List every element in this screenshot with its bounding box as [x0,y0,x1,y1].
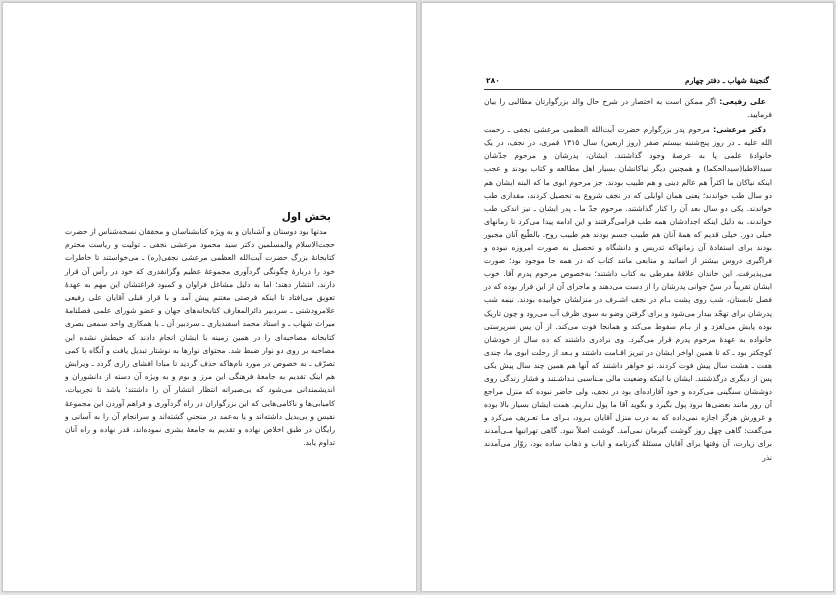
interview-question [484,95,772,121]
left-page-body-text: مدتها بود دوستان و آشنایان و به ویژه کتابشناسان و محققان نسخه‌شناس از حضرت حجت‌الاسلام والمسلمین دکتر سید محمود مرعشی نجفی ـ تولیت و ریاست محترم کتابخانهٔ بزرگ حضرت آیت‌الله العظمی مرعشی نجفی(ره) ـ می‌خواستند تا خاطرات خود را دربارهٔ چگونگی گردآوری مجموعهٔ عظیم وگرانقدری که خود در رأس آن قرار دارند، انتشار دهند؛ اما به دلیل مشاغل فراوان و کمبود فراغتشان این مهم به عهدهٔ تعویق می‌افتاد تا اینکه فرصتی مغتنم پیش آمد و با قرار قبلی آقایان علی رفیعی علامرودشتی ـ سردبیر دائرالمعارف کتابخانه‌های جهان و عضو شورای علمی فصلنامهٔ میراث شهاب ـ و استاد محمد اسفندیاری ـ سردبیر آن ـ با همکاری واحد سمعی بصری کتابخانه مصاحبه‌ای را در همین زمینه با ایشان انجام دادند که حیطش نشده این مصاحبه بر روی دو نوار ضبط شد. محتوای نوارها به نوشتار تبدیل یافت و آنگاه با کمی تصرّف ـ به خصوص در مورد نام‌هاکه حذف گردید تا مبادا افشای رازی گردد ـ ویرایش هم اینک تقدیم به جامعهٔ فرهنگی این مرز و بوم و به ویژه آن دسته از دانشوران و اندیشمندانی می‌شود که بی‌صبرانه انتظار انتشار آن را داشتند؛ باشد تا تجربیات، کامیابی‌ها و ناکامی‌هایی که این بزرگواران در راه گردآوری و فراهم آوردن این مجموعهٔ نفیس و بی‌بدیل داشته‌اند و یا به‌عمد در منحنیِ گشته‌اند و سرانجام آن را به آسانی و رایگان در طبق اخلاص نهاده و تقدیم به جامعهٔ بشری نموده‌اند، قدر نهاده و راه آنان تداوم یابد. [65,227,335,448]
right-page [421,2,834,592]
running-title: گنجینهٔ شهاب ـ دفتر چهارم [685,76,769,85]
interview-answer [484,123,772,463]
right-page-body [484,95,772,466]
running-header [484,75,771,90]
speaker-label: دکتر مرعشی: [713,125,766,135]
paragraph-text: مرحوم پدر بزرگوارم حضرت آیت‌الله العظمی مرعشی نجفی ـ رحمت الله علیه ـ در روز پنج‌شنبه بیستم صفر (روز اربعین) سال ۱۳۱۵ قمری، در نجف، در یک خانوادهٔ علمی پا به عرصهٔ وجود گذاشتند. ایشان، پدرشان و مرحوم جدّشان سیدالاطبا(سیدالحکما) و همچنین دیگر نیاکانشان بسیار اهل مطالعه و کتاب بودند و عجب اینکه نیاکان ما اکثراً هم عالم دینی و هم طبیب بودند. جز مرحوم ابوی ما که البته ایشان هم دو سال طب خواندند؛ یعنی همان اوایلی که در نجف شروع به تحصیل کردند، مقداری طب خواندند. یکی دو سال بعد آن را کنار گذاشتند. مرحوم جدّ ما ـ پدر ایشان ـ نیز اندکی طب خواندند، به دلیل اینکه اجدادشان همه طب فرامی‌گرفتند و این ادامه پیدا می‌کرد تا زمانهای خیلی دور. خیلی قدیم که همهٔ آنان هم طبیب جسم بودند هم طبیب روح. بالطّبع آنان مجبور بودند برای استفادهٔ آن زمانهاکه تدریس و دانشگاه و تحصیل به صورت امروزه نبوده و فراگیری دروس بیشتر از اساتید و منابعی مانند کتاب که در همه جا موجود بود؛ صورت می‌پذیرفت. این خاندان علاقهٔ مفرطی به کتاب داشتند؛ به‌خصوص مرحوم پدرم آقا. خوب ایشان تقریباً در سنّ جوانی پدرشان را از دست می‌دهند و ماجرای آن از این قرار بوده که در فصل تابستان، شب روی پشت بـام در نجف اشـرف در منزلشان خوابیده بودند. نیمه شب پدرشان برای تهجّد بیدار می‌شود و برای گرفتن وضو به سوی ظرف آب می‌رود و چون تاریک بوده پایش می‌لغزد و از بـام سقوط می‌کند و همانجا فوت می‌کند. از آن پس سرپرستی خانواده به عهدهٔ مرحوم پدرم قرار می‌گیرد. وی برادری داشتند که ده سال از خودشان کوچکتر بود ـ که تا همین اواخر ایشان در تبریز اقـامت داشتند و بـعد از رحلت ابوی ما، چندی هفت ـ هشت سال پیش فوت کردند. تو خواهر داشتند که آنها هم همین چند سال پیش یکی پس از دیگری درگذشتند. ایشان با اینکه وضعیت مالی مـناسبی نـداشـتند و فشار زندگی روی دوششان سنگینی می‌کرده و خود آقازاده‌ای بود در نجف، ولی حاضر نبوده که منزل مراجع آن روز مانند بعضی‌ها برود پول بگیرد و بگوید آقا ما پول نداریم. همت ایشان بسیار بالا بوده و غرورش هرگز اجازه نمی‌داده که به درب منزل آقایان بـرود، بـرای مـا تعـریف می‌کرد و می‌گفت: گاهی چهل روز گوشت گیرمان نمی‌آمد. گوشت اصلاً نبود. گاهی تهرانیها مـی‌آمدند برای زیارت، آن وقتها برای آقایان مسئلهٔ گذرنامه و ایاب و ذهاب ساده بود، زوّار می‌آمدند نذر [484,125,772,462]
paragraph-text: اگر ممکن است به اختصار در شرح حال والد بزرگوارتان مطالبی را بیان فرمایید. [484,97,772,120]
speaker-label: علی رفیعی: [719,97,766,106]
page-number: ۲۸۰ [486,76,500,85]
left-page [2,2,417,592]
section-heading: بخش اول [281,211,331,223]
